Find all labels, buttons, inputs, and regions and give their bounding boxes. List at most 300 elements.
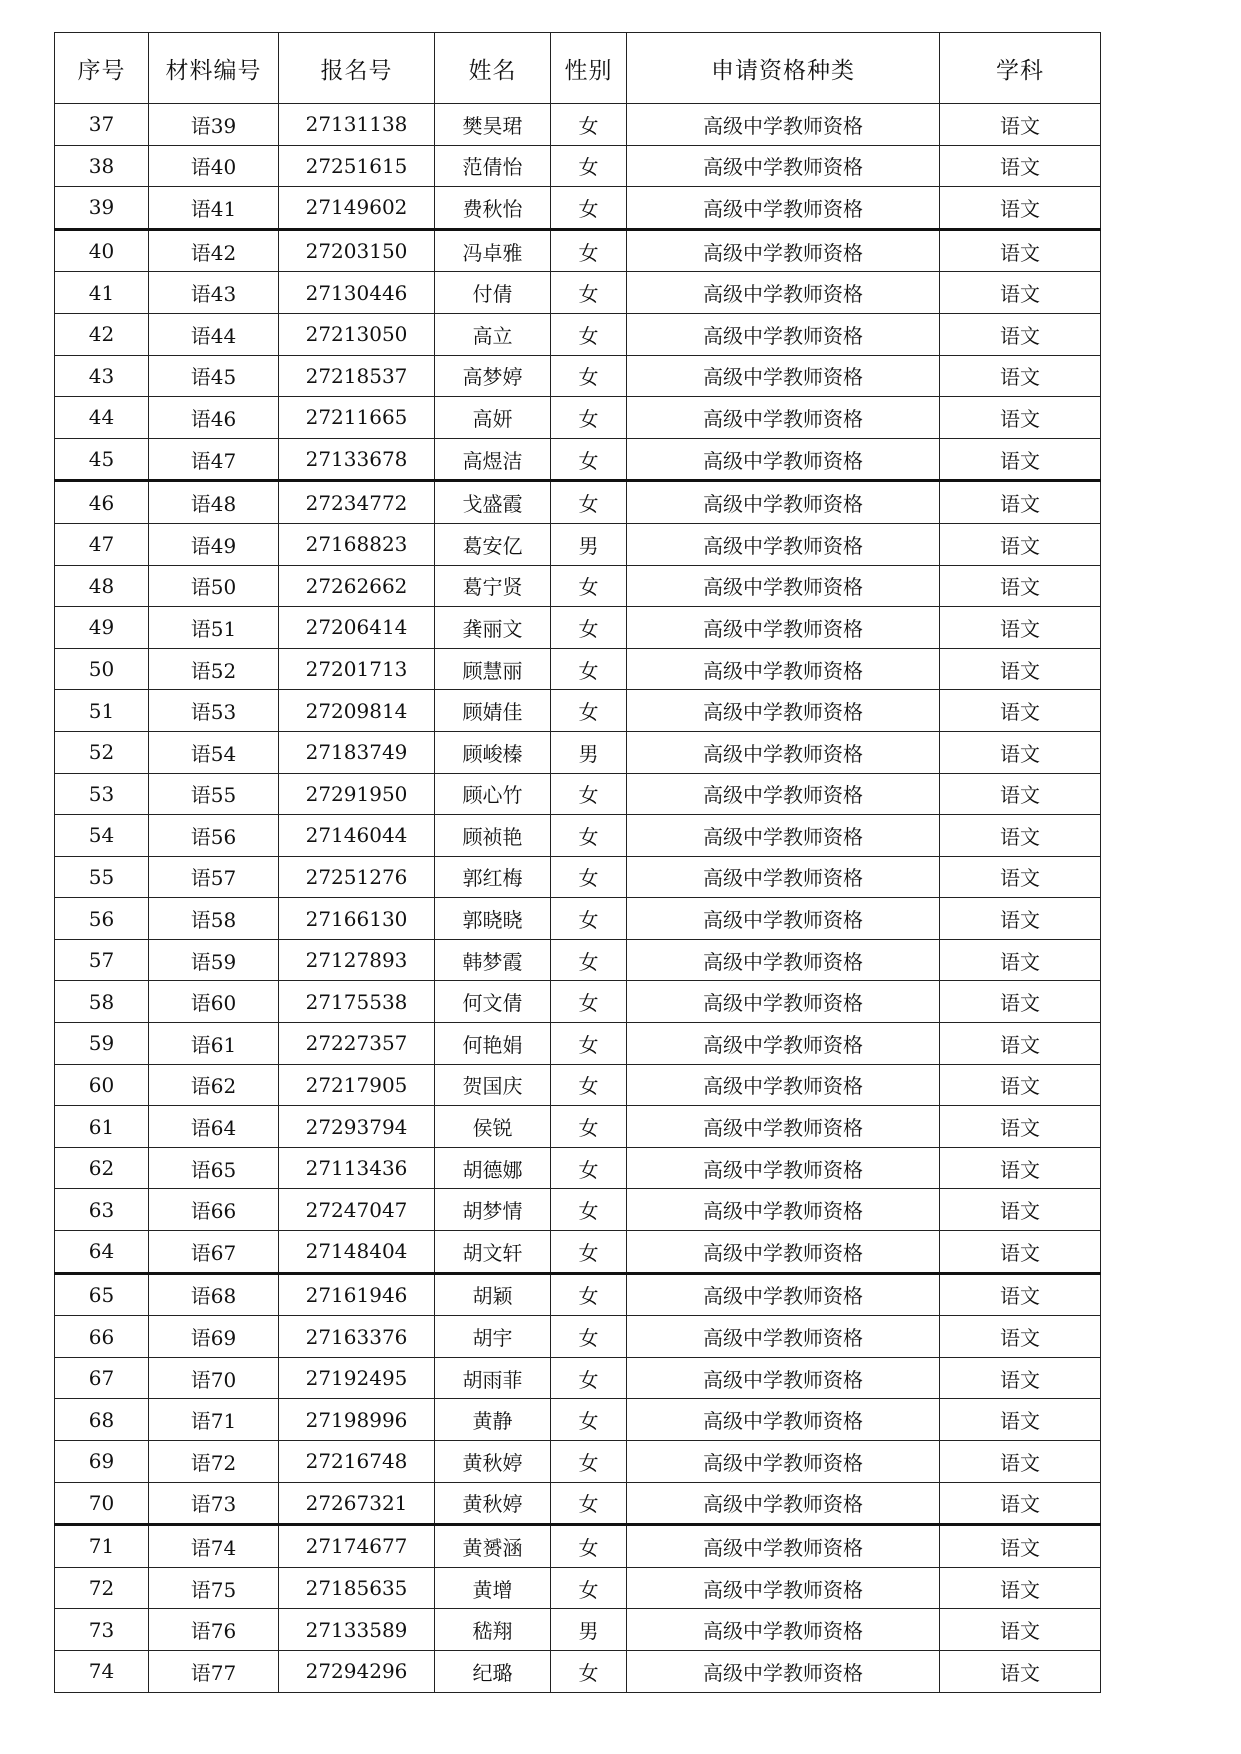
cell-subject: 语文 [940,272,1101,314]
col-header-material-no: 材料编号 [149,33,279,104]
cell-qualification-type: 高级中学教师资格 [627,1106,940,1148]
cell-qualification-type: 高级中学教师资格 [627,1567,940,1609]
cell-material-no: 语73 [149,1482,279,1525]
cell-seq: 65 [55,1273,149,1316]
cell-material-no: 语55 [149,773,279,815]
table-row [55,104,1101,146]
table-row [55,898,1101,940]
cell-registration-no: 27175538 [279,981,435,1023]
cell-material-no: 语70 [149,1357,279,1399]
cell-gender: 女 [551,607,627,649]
cell-name: 黄静 [435,1399,551,1441]
cell-gender: 女 [551,1567,627,1609]
cell-gender: 女 [551,815,627,857]
cell-name: 郭红梅 [435,856,551,898]
cell-gender: 女 [551,1023,627,1065]
cell-registration-no: 27113436 [279,1147,435,1189]
cell-gender: 女 [551,690,627,732]
cell-material-no: 语60 [149,981,279,1023]
cell-registration-no: 27161946 [279,1273,435,1316]
cell-subject: 语文 [940,397,1101,439]
cell-seq: 67 [55,1357,149,1399]
cell-gender: 女 [551,1441,627,1483]
cell-material-no: 语71 [149,1399,279,1441]
cell-seq: 57 [55,939,149,981]
cell-gender: 女 [551,1482,627,1525]
cell-name: 贺国庆 [435,1064,551,1106]
cell-seq: 60 [55,1064,149,1106]
cell-material-no: 语57 [149,856,279,898]
table-row [55,187,1101,230]
table-row [55,1023,1101,1065]
cell-gender: 女 [551,981,627,1023]
cell-seq: 55 [55,856,149,898]
cell-seq: 48 [55,565,149,607]
cell-registration-no: 27262662 [279,565,435,607]
cell-subject: 语文 [940,898,1101,940]
cell-registration-no: 27216748 [279,1441,435,1483]
table-row [55,481,1101,524]
table-row [55,1064,1101,1106]
cell-subject: 语文 [940,773,1101,815]
table-row [55,1525,1101,1568]
cell-gender: 女 [551,145,627,187]
cell-material-no: 语54 [149,731,279,773]
cell-material-no: 语66 [149,1189,279,1231]
cell-name: 韩梦霞 [435,939,551,981]
cell-gender: 男 [551,523,627,565]
cell-subject: 语文 [940,481,1101,524]
cell-qualification-type: 高级中学教师资格 [627,773,940,815]
cell-seq: 44 [55,397,149,439]
cell-qualification-type: 高级中学教师资格 [627,397,940,439]
cell-material-no: 语62 [149,1064,279,1106]
col-header-seq: 序号 [55,33,149,104]
table-row [55,145,1101,187]
cell-name: 黄秋婷 [435,1441,551,1483]
cell-name: 胡文轩 [435,1231,551,1274]
table-row [55,1273,1101,1316]
table-row [55,607,1101,649]
cell-registration-no: 27247047 [279,1189,435,1231]
cell-gender: 男 [551,731,627,773]
cell-registration-no: 27133678 [279,438,435,481]
col-header-registration-no: 报名号 [279,33,435,104]
cell-seq: 73 [55,1609,149,1651]
table-row [55,1189,1101,1231]
cell-registration-no: 27148404 [279,1231,435,1274]
cell-registration-no: 27192495 [279,1357,435,1399]
cell-name: 胡宇 [435,1316,551,1358]
cell-registration-no: 27209814 [279,690,435,732]
cell-name: 黄增 [435,1567,551,1609]
cell-name: 葛宁贤 [435,565,551,607]
cell-name: 冯卓雅 [435,229,551,272]
cell-gender: 男 [551,1609,627,1651]
table-row [55,229,1101,272]
cell-subject: 语文 [940,690,1101,732]
cell-seq: 38 [55,145,149,187]
cell-seq: 46 [55,481,149,524]
table-row [55,438,1101,481]
cell-name: 葛安亿 [435,523,551,565]
cell-gender: 女 [551,1316,627,1358]
cell-subject: 语文 [940,438,1101,481]
cell-name: 嵇翔 [435,1609,551,1651]
cell-gender: 女 [551,1231,627,1274]
cell-name: 何文倩 [435,981,551,1023]
cell-seq: 59 [55,1023,149,1065]
cell-qualification-type: 高级中学教师资格 [627,1399,940,1441]
cell-registration-no: 27127893 [279,939,435,981]
cell-registration-no: 27198996 [279,1399,435,1441]
cell-subject: 语文 [940,565,1101,607]
table-row [55,1482,1101,1525]
cell-seq: 61 [55,1106,149,1148]
cell-qualification-type: 高级中学教师资格 [627,607,940,649]
cell-registration-no: 27168823 [279,523,435,565]
cell-name: 顾祯艳 [435,815,551,857]
cell-gender: 女 [551,565,627,607]
col-header-qualification-type: 申请资格种类 [627,33,940,104]
cell-seq: 69 [55,1441,149,1483]
cell-registration-no: 27163376 [279,1316,435,1358]
table-row [55,648,1101,690]
cell-qualification-type: 高级中学教师资格 [627,1064,940,1106]
cell-seq: 72 [55,1567,149,1609]
cell-gender: 女 [551,1525,627,1568]
cell-qualification-type: 高级中学教师资格 [627,731,940,773]
cell-gender: 女 [551,898,627,940]
cell-seq: 53 [55,773,149,815]
cell-qualification-type: 高级中学教师资格 [627,1482,940,1525]
table-row [55,565,1101,607]
cell-material-no: 语58 [149,898,279,940]
cell-qualification-type: 高级中学教师资格 [627,690,940,732]
table-row [55,397,1101,439]
cell-gender: 女 [551,481,627,524]
cell-gender: 女 [551,229,627,272]
cell-registration-no: 27291950 [279,773,435,815]
cell-qualification-type: 高级中学教师资格 [627,981,940,1023]
cell-material-no: 语43 [149,272,279,314]
cell-material-no: 语49 [149,523,279,565]
col-header-name: 姓名 [435,33,551,104]
cell-subject: 语文 [940,1147,1101,1189]
cell-gender: 女 [551,1106,627,1148]
cell-material-no: 语56 [149,815,279,857]
cell-qualification-type: 高级中学教师资格 [627,438,940,481]
cell-gender: 女 [551,939,627,981]
cell-gender: 女 [551,313,627,355]
cell-qualification-type: 高级中学教师资格 [627,272,940,314]
cell-seq: 40 [55,229,149,272]
cell-subject: 语文 [940,523,1101,565]
cell-material-no: 语74 [149,1525,279,1568]
cell-subject: 语文 [940,1273,1101,1316]
cell-registration-no: 27149602 [279,187,435,230]
cell-registration-no: 27185635 [279,1567,435,1609]
cell-seq: 58 [55,981,149,1023]
cell-name: 胡梦情 [435,1189,551,1231]
cell-name: 费秋怡 [435,187,551,230]
cell-seq: 56 [55,898,149,940]
cell-qualification-type: 高级中学教师资格 [627,1357,940,1399]
table-row [55,690,1101,732]
cell-material-no: 语72 [149,1441,279,1483]
cell-subject: 语文 [940,1441,1101,1483]
cell-subject: 语文 [940,1357,1101,1399]
cell-registration-no: 27174677 [279,1525,435,1568]
table-row [55,313,1101,355]
cell-subject: 语文 [940,1567,1101,1609]
table-body [55,104,1101,1693]
cell-subject: 语文 [940,815,1101,857]
cell-gender: 女 [551,355,627,397]
cell-subject: 语文 [940,939,1101,981]
cell-seq: 74 [55,1650,149,1692]
cell-registration-no: 27166130 [279,898,435,940]
cell-registration-no: 27234772 [279,481,435,524]
cell-gender: 女 [551,1357,627,1399]
cell-subject: 语文 [940,355,1101,397]
cell-material-no: 语41 [149,187,279,230]
table-row [55,523,1101,565]
cell-qualification-type: 高级中学教师资格 [627,1650,940,1692]
cell-name: 樊昊珺 [435,104,551,146]
cell-seq: 66 [55,1316,149,1358]
cell-seq: 50 [55,648,149,690]
cell-material-no: 语61 [149,1023,279,1065]
table-row [55,1106,1101,1148]
cell-qualification-type: 高级中学教师资格 [627,187,940,230]
cell-name: 侯锐 [435,1106,551,1148]
col-header-gender: 性别 [551,33,627,104]
cell-gender: 女 [551,187,627,230]
table-row [55,1399,1101,1441]
cell-subject: 语文 [940,1189,1101,1231]
cell-qualification-type: 高级中学教师资格 [627,1273,940,1316]
table-row [55,981,1101,1023]
table-row [55,939,1101,981]
cell-gender: 女 [551,1064,627,1106]
table-row [55,856,1101,898]
cell-material-no: 语68 [149,1273,279,1316]
applicant-table [54,32,1101,1693]
cell-qualification-type: 高级中学教师资格 [627,648,940,690]
cell-qualification-type: 高级中学教师资格 [627,898,940,940]
cell-subject: 语文 [940,1316,1101,1358]
cell-name: 顾心竹 [435,773,551,815]
cell-subject: 语文 [940,1106,1101,1148]
cell-seq: 71 [55,1525,149,1568]
cell-qualification-type: 高级中学教师资格 [627,1316,940,1358]
cell-qualification-type: 高级中学教师资格 [627,856,940,898]
cell-name: 高立 [435,313,551,355]
cell-registration-no: 27251276 [279,856,435,898]
cell-qualification-type: 高级中学教师资格 [627,1231,940,1274]
cell-qualification-type: 高级中学教师资格 [627,313,940,355]
cell-name: 胡颖 [435,1273,551,1316]
cell-seq: 70 [55,1482,149,1525]
header-row [55,33,1101,104]
cell-qualification-type: 高级中学教师资格 [627,1023,940,1065]
cell-registration-no: 27217905 [279,1064,435,1106]
cell-name: 高妍 [435,397,551,439]
cell-subject: 语文 [940,856,1101,898]
table-row [55,1357,1101,1399]
cell-name: 胡德娜 [435,1147,551,1189]
cell-material-no: 语52 [149,648,279,690]
cell-name: 纪璐 [435,1650,551,1692]
cell-gender: 女 [551,1189,627,1231]
cell-qualification-type: 高级中学教师资格 [627,523,940,565]
cell-subject: 语文 [940,1399,1101,1441]
cell-gender: 女 [551,397,627,439]
table-row [55,1567,1101,1609]
cell-registration-no: 27227357 [279,1023,435,1065]
cell-seq: 54 [55,815,149,857]
cell-subject: 语文 [940,104,1101,146]
cell-gender: 女 [551,1147,627,1189]
cell-qualification-type: 高级中学教师资格 [627,1609,940,1651]
cell-registration-no: 27133589 [279,1609,435,1651]
cell-seq: 63 [55,1189,149,1231]
cell-material-no: 语77 [149,1650,279,1692]
cell-subject: 语文 [940,1609,1101,1651]
cell-qualification-type: 高级中学教师资格 [627,355,940,397]
cell-qualification-type: 高级中学教师资格 [627,104,940,146]
cell-gender: 女 [551,773,627,815]
cell-registration-no: 27218537 [279,355,435,397]
cell-subject: 语文 [940,1525,1101,1568]
cell-subject: 语文 [940,1482,1101,1525]
cell-registration-no: 27183749 [279,731,435,773]
cell-registration-no: 27251615 [279,145,435,187]
cell-subject: 语文 [940,313,1101,355]
cell-name: 郭晓晓 [435,898,551,940]
cell-qualification-type: 高级中学教师资格 [627,1441,940,1483]
cell-registration-no: 27201713 [279,648,435,690]
cell-gender: 女 [551,1650,627,1692]
cell-seq: 37 [55,104,149,146]
cell-material-no: 语46 [149,397,279,439]
cell-seq: 68 [55,1399,149,1441]
table-row [55,773,1101,815]
cell-qualification-type: 高级中学教师资格 [627,815,940,857]
cell-qualification-type: 高级中学教师资格 [627,1189,940,1231]
cell-material-no: 语47 [149,438,279,481]
cell-seq: 42 [55,313,149,355]
cell-material-no: 语48 [149,481,279,524]
table-row [55,731,1101,773]
table-row [55,272,1101,314]
cell-name: 黄赟涵 [435,1525,551,1568]
cell-seq: 47 [55,523,149,565]
table-row [55,1650,1101,1692]
cell-subject: 语文 [940,1023,1101,1065]
cell-registration-no: 27131138 [279,104,435,146]
cell-subject: 语文 [940,1231,1101,1274]
cell-qualification-type: 高级中学教师资格 [627,229,940,272]
cell-gender: 女 [551,1273,627,1316]
cell-name: 付倩 [435,272,551,314]
cell-material-no: 语59 [149,939,279,981]
cell-name: 顾峻榛 [435,731,551,773]
cell-subject: 语文 [940,1650,1101,1692]
cell-registration-no: 27146044 [279,815,435,857]
cell-subject: 语文 [940,981,1101,1023]
cell-material-no: 语69 [149,1316,279,1358]
cell-name: 何艳娟 [435,1023,551,1065]
cell-name: 范倩怡 [435,145,551,187]
cell-subject: 语文 [940,648,1101,690]
cell-subject: 语文 [940,229,1101,272]
table-row [55,1441,1101,1483]
table-row [55,815,1101,857]
cell-name: 胡雨菲 [435,1357,551,1399]
cell-name: 高梦婷 [435,355,551,397]
cell-material-no: 语44 [149,313,279,355]
cell-material-no: 语40 [149,145,279,187]
table-row [55,355,1101,397]
cell-seq: 45 [55,438,149,481]
cell-material-no: 语65 [149,1147,279,1189]
col-header-subject: 学科 [940,33,1101,104]
cell-seq: 49 [55,607,149,649]
cell-registration-no: 27294296 [279,1650,435,1692]
table-row [55,1231,1101,1274]
cell-name: 高煜洁 [435,438,551,481]
cell-gender: 女 [551,1399,627,1441]
cell-gender: 女 [551,104,627,146]
cell-seq: 43 [55,355,149,397]
cell-registration-no: 27203150 [279,229,435,272]
cell-subject: 语文 [940,1064,1101,1106]
cell-qualification-type: 高级中学教师资格 [627,565,940,607]
cell-seq: 39 [55,187,149,230]
cell-subject: 语文 [940,187,1101,230]
cell-name: 顾慧丽 [435,648,551,690]
cell-material-no: 语53 [149,690,279,732]
cell-subject: 语文 [940,607,1101,649]
cell-name: 顾婧佳 [435,690,551,732]
cell-seq: 64 [55,1231,149,1274]
cell-qualification-type: 高级中学教师资格 [627,1525,940,1568]
cell-registration-no: 27130446 [279,272,435,314]
cell-name: 黄秋婷 [435,1482,551,1525]
cell-name: 龚丽文 [435,607,551,649]
cell-seq: 52 [55,731,149,773]
cell-gender: 女 [551,272,627,314]
cell-registration-no: 27213050 [279,313,435,355]
table-row [55,1609,1101,1651]
table-row [55,1316,1101,1358]
cell-subject: 语文 [940,145,1101,187]
cell-gender: 女 [551,856,627,898]
cell-material-no: 语42 [149,229,279,272]
cell-registration-no: 27206414 [279,607,435,649]
cell-qualification-type: 高级中学教师资格 [627,1147,940,1189]
cell-registration-no: 27293794 [279,1106,435,1148]
table-row [55,1147,1101,1189]
cell-material-no: 语50 [149,565,279,607]
cell-registration-no: 27211665 [279,397,435,439]
cell-name: 戈盛霞 [435,481,551,524]
cell-material-no: 语75 [149,1567,279,1609]
cell-subject: 语文 [940,731,1101,773]
cell-material-no: 语39 [149,104,279,146]
